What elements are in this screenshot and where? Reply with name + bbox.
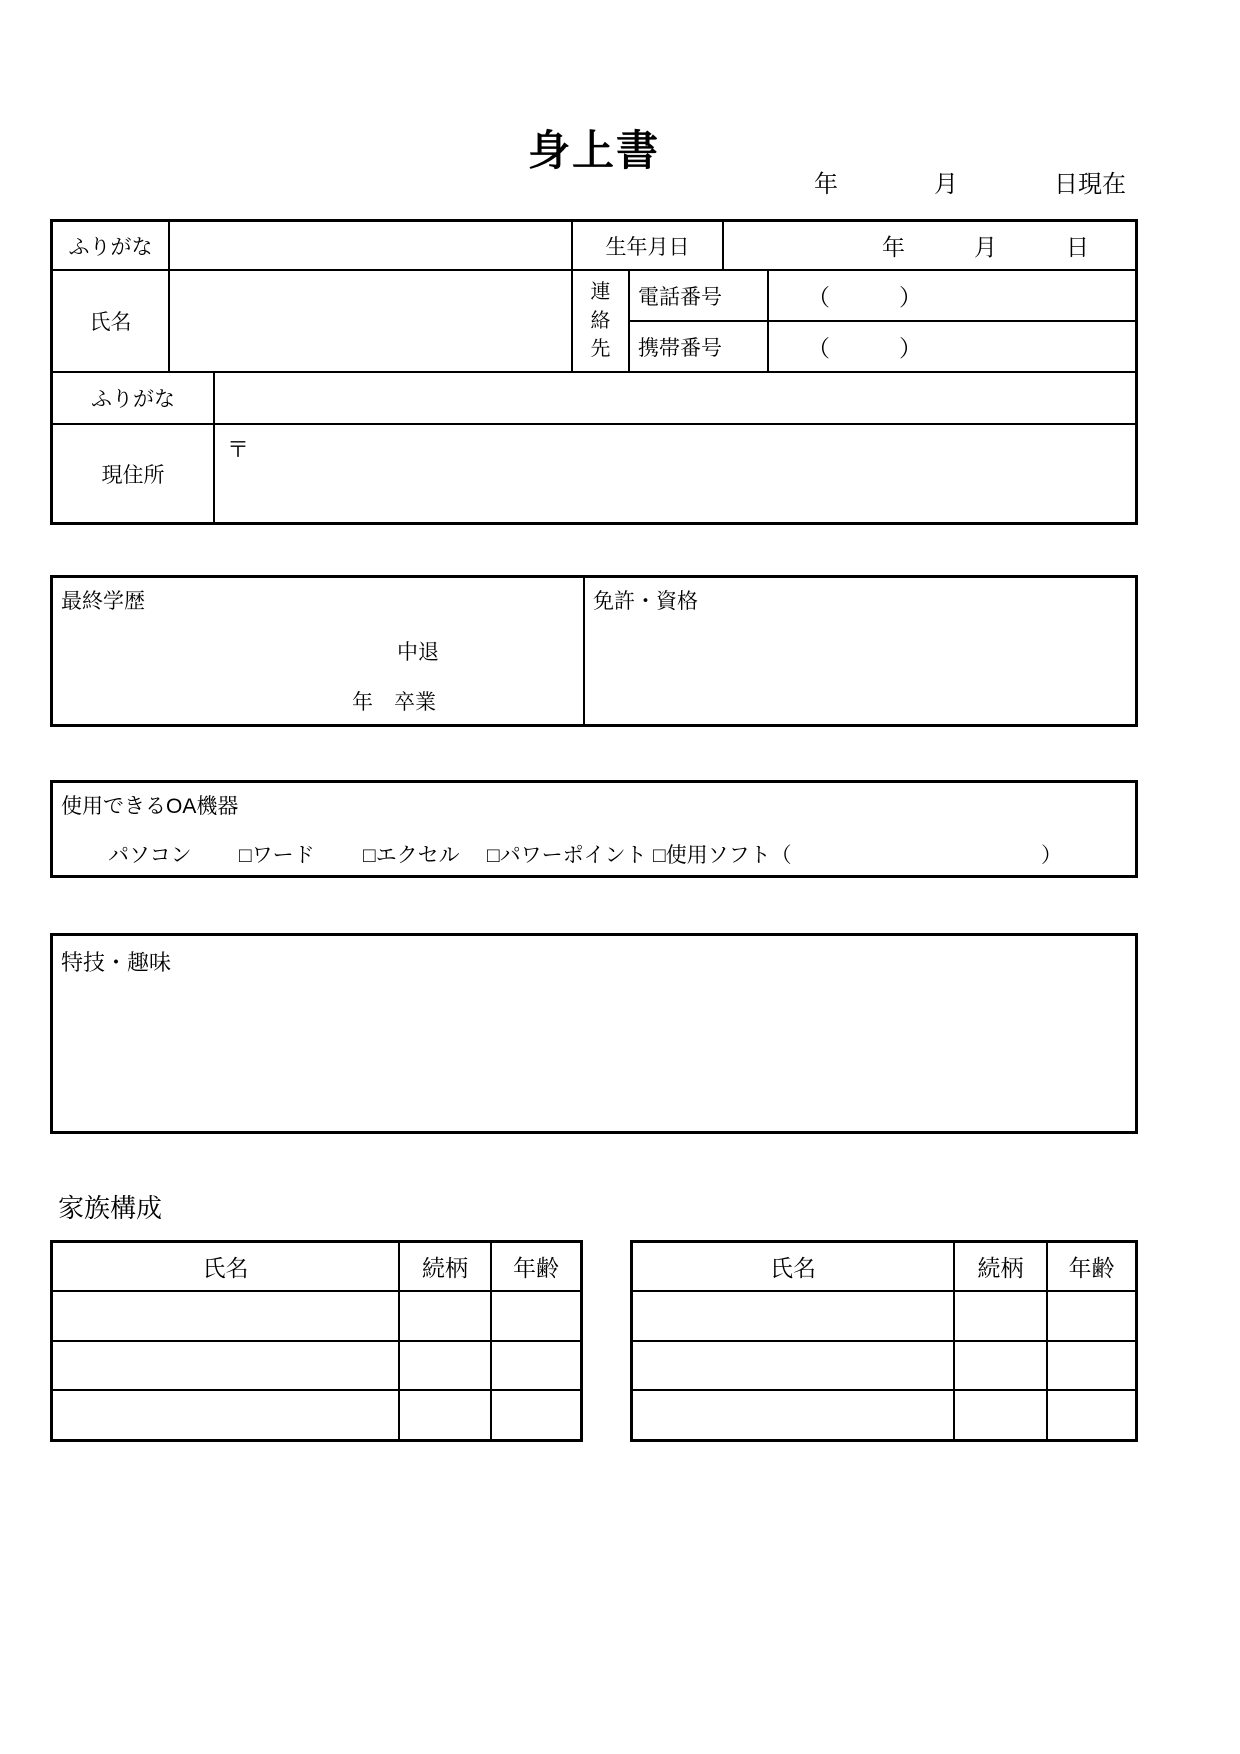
family-relation-cell[interactable] xyxy=(955,1292,1048,1340)
address-furigana-row xyxy=(53,373,1135,425)
family-header-age: 年齢 xyxy=(1068,1255,1115,1281)
family-name-cell[interactable] xyxy=(633,1391,955,1439)
name-contact-row xyxy=(53,271,1135,373)
oa-item-word xyxy=(239,839,315,869)
license-label: 免許・資格 xyxy=(593,590,698,613)
oa-item-powerpoint xyxy=(487,839,647,869)
address-input-area[interactable] xyxy=(215,425,1135,522)
oa-options-line xyxy=(53,839,1135,869)
family-name-cell[interactable] xyxy=(53,1292,400,1340)
education-label: 最終学歴 xyxy=(61,590,145,613)
family-header-relation: 続柄 xyxy=(400,1243,492,1290)
address-furigana-input-area[interactable] xyxy=(215,373,1135,423)
birthdate-label: 生年月日 xyxy=(573,222,724,269)
family-relation-cell[interactable] xyxy=(955,1342,1048,1390)
mobile-row xyxy=(630,322,1135,371)
education-license-table xyxy=(50,575,1138,727)
checkbox-icon[interactable]: □ xyxy=(363,844,376,867)
oa-item-powerpoint-label: パワーポイント xyxy=(499,844,647,867)
family-header-age: 年齢 xyxy=(513,1255,559,1281)
family-row xyxy=(53,1292,580,1342)
family-relation-cell[interactable] xyxy=(400,1292,492,1340)
skills-hobbies-box[interactable] xyxy=(50,933,1138,1134)
oa-label: 使用できるOA機器 xyxy=(61,795,239,818)
contact-label xyxy=(573,271,630,371)
mobile-input-area[interactable]: （ ） xyxy=(807,335,922,361)
furigana-input-area[interactable] xyxy=(170,222,573,269)
family-row xyxy=(53,1391,580,1439)
address-label: 現住所 xyxy=(53,425,215,522)
name-label: 氏名 xyxy=(53,271,170,371)
oa-item-word-label: ワード xyxy=(251,844,315,867)
furigana-row xyxy=(53,222,1135,271)
family-age-cell[interactable] xyxy=(1048,1391,1135,1439)
family-header-row xyxy=(53,1243,580,1292)
oa-item-software xyxy=(653,839,792,869)
postal-mark-icon: 〒 xyxy=(227,437,250,462)
family-row xyxy=(633,1391,1135,1439)
family-age-cell[interactable] xyxy=(492,1292,580,1340)
oa-item-excel xyxy=(363,839,460,869)
family-relation-cell[interactable] xyxy=(400,1391,492,1439)
family-age-cell[interactable] xyxy=(1048,1342,1135,1390)
oa-item-software-close-paren: ） xyxy=(1041,844,1062,867)
family-header-row xyxy=(633,1243,1135,1292)
address-furigana-label: ふりがな xyxy=(53,373,215,423)
checkbox-icon[interactable]: □ xyxy=(487,844,500,867)
name-input-area[interactable] xyxy=(170,271,573,371)
contact-label-text: 連絡先 xyxy=(590,281,611,361)
family-table-left xyxy=(50,1240,583,1442)
education-cell[interactable] xyxy=(53,578,585,724)
family-age-cell[interactable] xyxy=(492,1342,580,1390)
contact-numbers xyxy=(630,271,1135,371)
family-header-name: 氏名 xyxy=(633,1243,955,1290)
birthdate-input-area[interactable]: 年 月 日 xyxy=(882,234,1089,260)
phone-input-area[interactable]: （ ） xyxy=(807,284,922,310)
family-name-cell[interactable] xyxy=(53,1342,400,1390)
family-row xyxy=(53,1342,580,1392)
education-dropout-text: 中退 xyxy=(397,641,439,664)
family-age-cell[interactable] xyxy=(492,1391,580,1439)
family-name-cell[interactable] xyxy=(633,1292,955,1340)
family-section-heading: 家族構成 xyxy=(58,1193,163,1223)
family-row xyxy=(633,1292,1135,1342)
family-name-cell[interactable] xyxy=(53,1391,400,1439)
family-relation-cell[interactable] xyxy=(955,1391,1048,1439)
family-relation-cell[interactable] xyxy=(400,1342,492,1390)
checkbox-icon[interactable]: □ xyxy=(653,844,666,867)
current-date-line: 年 月 日現在 xyxy=(814,171,1126,198)
phone-row xyxy=(630,271,1135,322)
oa-equipment-box xyxy=(50,780,1138,878)
family-header-name: 氏名 xyxy=(53,1243,400,1290)
family-table-right xyxy=(630,1240,1138,1442)
skills-label: 特技・趣味 xyxy=(61,950,172,975)
oa-item-pc xyxy=(108,839,192,869)
education-graduate-text: 年 卒業 xyxy=(352,691,436,714)
family-age-cell[interactable] xyxy=(1048,1292,1135,1340)
mobile-label: 携帯番号 xyxy=(630,322,769,371)
address-row xyxy=(53,425,1135,522)
oa-item-software-label: 使用ソフト（ xyxy=(665,844,792,867)
license-cell[interactable] xyxy=(585,578,1135,724)
oa-item-excel-label: エクセル xyxy=(375,844,460,867)
phone-label: 電話番号 xyxy=(630,271,769,320)
family-header-relation: 続柄 xyxy=(955,1243,1048,1290)
family-name-cell[interactable] xyxy=(633,1342,955,1390)
family-row xyxy=(633,1342,1135,1392)
furigana-label: ふりがな xyxy=(53,222,170,269)
oa-item-pc-label: パソコン xyxy=(108,844,192,867)
page-title: 身上書 xyxy=(527,127,660,174)
checkbox-icon[interactable]: □ xyxy=(239,844,252,867)
personal-info-table xyxy=(50,219,1138,525)
